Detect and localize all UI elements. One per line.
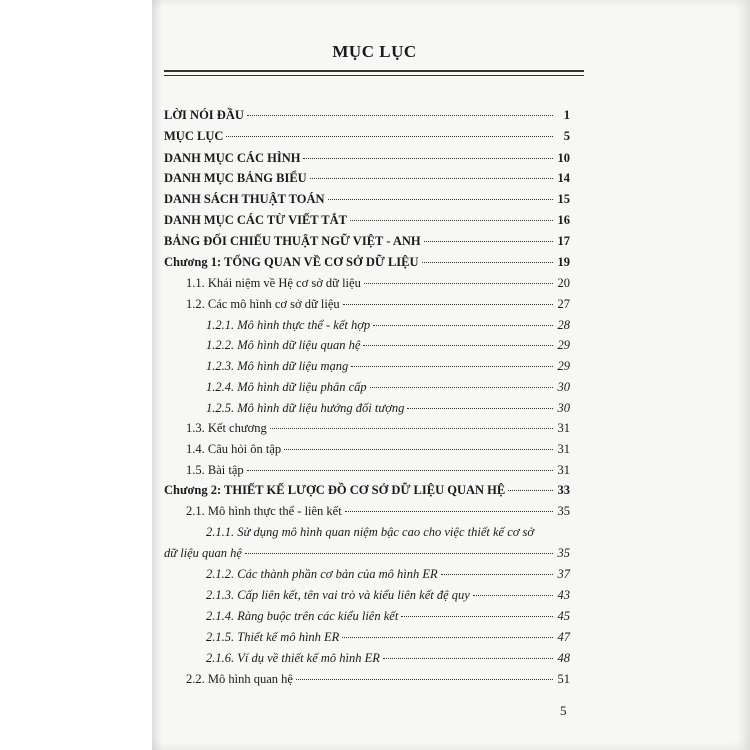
toc-entry bbox=[186, 671, 570, 687]
toc-entry-title: dữ liệu quan hệ bbox=[164, 546, 242, 560]
page-number: 5 bbox=[560, 703, 567, 718]
toc-leader-dots bbox=[401, 616, 553, 617]
toc-entry bbox=[164, 254, 570, 270]
toc-leader-dots bbox=[342, 637, 553, 638]
toc-leader-dots bbox=[343, 304, 553, 305]
toc-leader-dots bbox=[328, 199, 553, 200]
toc-leader-dots bbox=[247, 470, 553, 471]
toc-leader-dots bbox=[345, 511, 553, 512]
toc-entry-title: 2.1.6. Ví dụ về thiết kế mô hình ER bbox=[206, 651, 380, 665]
toc-entry-page: 16 bbox=[557, 213, 570, 227]
toc-entry-page: 31 bbox=[557, 463, 570, 477]
toc-leader-dots bbox=[407, 408, 553, 409]
toc-entry-page: 30 bbox=[557, 380, 570, 394]
toc-entry-page: 37 bbox=[557, 567, 570, 581]
toc-leader-dots bbox=[310, 178, 553, 179]
toc-entry bbox=[206, 629, 570, 645]
toc-leader-dots bbox=[303, 158, 553, 159]
toc-entry-page: 30 bbox=[557, 401, 570, 415]
toc-entry-title: DANH MỤC CÁC TỪ VIẾT TẮT bbox=[164, 213, 348, 227]
toc-leader-dots bbox=[473, 595, 553, 596]
toc-entry-title: 2.1.3. Cấp liên kết, tên vai trò và kiểu liên kết đệ quy bbox=[206, 588, 470, 602]
toc-entry-page: 29 bbox=[557, 359, 570, 373]
toc-leader-dots bbox=[373, 325, 553, 326]
toc-leader-dots bbox=[284, 449, 553, 450]
toc-entry bbox=[206, 400, 570, 416]
toc-entry bbox=[186, 503, 570, 519]
toc-leader-dots bbox=[424, 241, 553, 242]
toc-entry-title: 2.1.4. Ràng buộc trên các kiểu liên kết bbox=[206, 609, 399, 623]
toc-entry-page: 33 bbox=[557, 483, 570, 497]
toc-entry-page: 29 bbox=[557, 338, 570, 352]
toc-entry-wrapped-line: 2.1.1. Sử dụng mô hình quan niệm bậc cao cho việc thiết kế cơ sở bbox=[206, 525, 535, 539]
toc-entry-title: 1.2. Các mô hình cơ sở dữ liệu bbox=[186, 297, 340, 311]
toc-entry-page: 31 bbox=[557, 442, 570, 456]
toc-leader-dots bbox=[350, 220, 553, 221]
toc-entry bbox=[206, 587, 570, 603]
toc-entry-page: 48 bbox=[557, 651, 570, 665]
toc-entry-page: 17 bbox=[557, 234, 570, 248]
toc-entry-title: MỤC LỤC bbox=[164, 129, 224, 143]
toc-leader-dots bbox=[351, 366, 553, 367]
page-title: MỤC LỤC bbox=[332, 42, 417, 61]
toc-entry bbox=[206, 608, 570, 624]
toc-entry bbox=[186, 420, 570, 436]
toc-leader-dots bbox=[422, 262, 553, 263]
toc-entry bbox=[186, 275, 570, 291]
toc-entry bbox=[164, 482, 570, 498]
toc-entry bbox=[164, 107, 570, 123]
toc-leader-dots bbox=[508, 490, 553, 491]
toc-entry bbox=[206, 566, 570, 582]
toc-entry bbox=[206, 650, 570, 666]
toc-entry-page: 28 bbox=[557, 318, 570, 332]
toc-entry bbox=[186, 296, 570, 312]
toc-entry-title: DANH SÁCH THUẬT TOÁN bbox=[164, 192, 325, 206]
toc-entry-page: 15 bbox=[557, 192, 570, 206]
toc-entry bbox=[164, 170, 570, 186]
toc-leader-dots bbox=[296, 679, 553, 680]
toc-entry-title: 2.2. Mô hình quan hệ bbox=[186, 672, 293, 686]
toc-entry bbox=[206, 358, 570, 374]
toc-entry bbox=[164, 150, 570, 166]
toc-entry bbox=[206, 337, 570, 353]
toc-entry-page: 1 bbox=[563, 108, 570, 122]
toc-entry-page: 19 bbox=[557, 255, 570, 269]
toc-entry bbox=[164, 233, 570, 249]
toc-entry bbox=[186, 462, 570, 478]
toc-leader-dots bbox=[363, 345, 553, 346]
toc-entry-page: 31 bbox=[557, 421, 570, 435]
toc-entry-title: 2.1.5. Thiết kế mô hình ER bbox=[206, 630, 340, 644]
toc-entry bbox=[164, 128, 570, 144]
toc-entry-title: 2.1.2. Các thành phần cơ bản của mô hình ER bbox=[206, 567, 438, 581]
toc-leader-dots bbox=[245, 553, 553, 554]
toc-entry bbox=[164, 191, 570, 207]
toc-leader-dots bbox=[247, 115, 553, 116]
toc-entry-title: 1.2.5. Mô hình dữ liệu hướng đối tượng bbox=[206, 401, 405, 415]
toc-leader-dots bbox=[441, 574, 553, 575]
toc-entry-title: DANH MỤC CÁC HÌNH bbox=[164, 151, 301, 165]
toc-entry-title: 1.2.4. Mô hình dữ liệu phân cấp bbox=[206, 380, 367, 394]
toc-entry-page: 27 bbox=[557, 297, 570, 311]
toc-entry-title: LỜI NÓI ĐẦU bbox=[164, 108, 244, 122]
toc-leader-dots bbox=[270, 428, 553, 429]
toc-entry-title: 1.2.1. Mô hình thực thể - kết hợp bbox=[206, 318, 371, 332]
toc-entry-title: 1.1. Khái niệm về Hệ cơ sở dữ liệu bbox=[186, 276, 361, 290]
toc-entry-page: 47 bbox=[557, 630, 570, 644]
toc-entry-page: 20 bbox=[557, 276, 570, 290]
toc-entry-title: 1.4. Câu hỏi ôn tập bbox=[186, 442, 282, 456]
toc-entry-title: 1.2.2. Mô hình dữ liệu quan hệ bbox=[206, 338, 361, 352]
toc-entry-title: Chương 2: THIẾT KẾ LƯỢC ĐỒ CƠ SỞ DỮ LIỆU QUAN HỆ bbox=[164, 483, 506, 497]
toc-entry-title: DANH MỤC BẢNG BIỂU bbox=[164, 171, 307, 185]
toc-entry-page: 35 bbox=[557, 504, 570, 518]
toc-entry-page: 35 bbox=[557, 546, 570, 560]
toc-leader-dots bbox=[383, 658, 553, 659]
toc-leader-dots bbox=[364, 283, 553, 284]
toc-entry-page: 45 bbox=[557, 609, 570, 623]
toc-entry-page: 51 bbox=[557, 672, 570, 686]
toc-entry-page: 14 bbox=[557, 171, 570, 185]
toc-leader-dots bbox=[370, 387, 553, 388]
toc-entry-title: 1.3. Kết chương bbox=[186, 421, 267, 435]
toc-entry bbox=[164, 545, 570, 561]
toc-leader-dots bbox=[226, 136, 553, 137]
toc-entry-title: BẢNG ĐỐI CHIẾU THUẬT NGỮ VIỆT - ANH bbox=[164, 234, 421, 248]
toc-entry bbox=[164, 212, 570, 228]
toc-entry bbox=[186, 441, 570, 457]
toc-entry bbox=[206, 379, 570, 395]
toc-entry-title: 1.2.3. Mô hình dữ liệu mạng bbox=[206, 359, 349, 373]
toc-entry-title: 1.5. Bài tập bbox=[186, 463, 244, 477]
toc-entry-page: 5 bbox=[563, 129, 570, 143]
toc-entry bbox=[206, 317, 570, 333]
toc-entry-page: 10 bbox=[557, 151, 570, 165]
toc-entry-title: 2.1. Mô hình thực thể - liên kết bbox=[186, 504, 342, 518]
toc-entry-title: Chương 1: TỔNG QUAN VỀ CƠ SỞ DỮ LIỆU bbox=[164, 255, 419, 269]
toc-entry-page: 43 bbox=[557, 588, 570, 602]
